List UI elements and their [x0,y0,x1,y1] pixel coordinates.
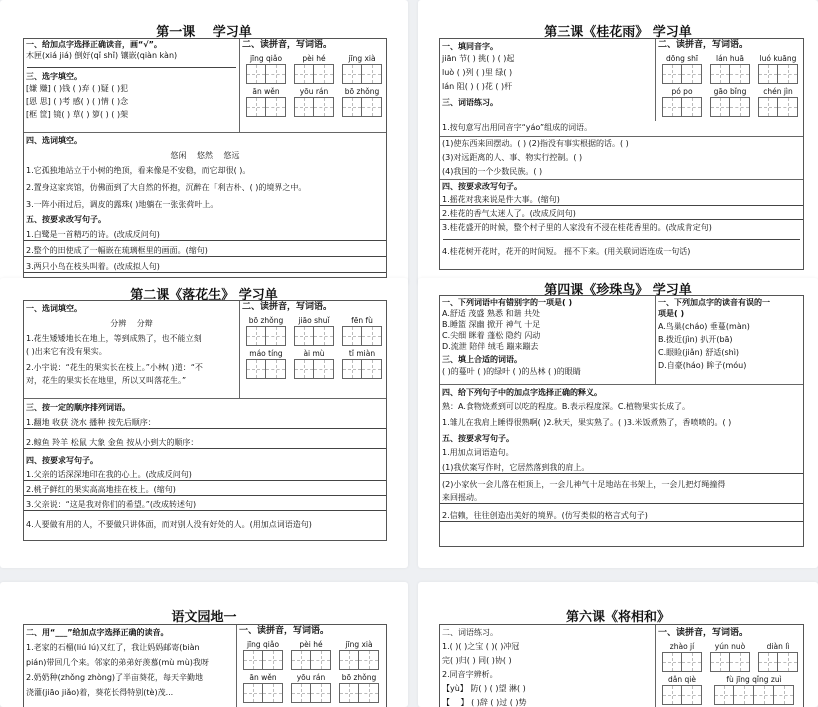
lesson1-q5-line: 1.白鹭是一首精巧的诗。(改成反问句) [24,229,386,241]
writing-box[interactable] [359,683,379,703]
garden-title: 语文园地一 [171,610,237,625]
lesson1-q4-words: 悠闲 悠然 悠远 [170,151,240,160]
writing-box[interactable] [774,685,794,705]
pinyin-text: máo tíng [249,349,283,358]
writing-box[interactable] [662,652,682,672]
pinyin-text: pèi hé [299,640,323,649]
pinyin-text: fù jīng qǐng zuì [726,675,782,684]
answer-line [27,61,236,68]
pinyin-text: diàn lì [766,642,790,651]
pinyin-item [290,54,338,84]
pinyin-text: tǐ miàn [348,349,376,358]
pinyin-text: jīng qiǎo [246,640,280,649]
lesson4-title: 第四课《珍珠鸟》 学习单 [544,283,692,298]
lesson2-top-left [24,301,239,398]
lesson1-q4-line: 3.一阵小雨过后，调皮的露珠( )地躺在一张张荷叶上。 [26,200,219,209]
writing-box[interactable] [342,326,362,346]
lesson6-q2-line: 1.( )( )之宝 ( )( )冲冠 [442,642,520,651]
lesson1-q4-title: 四、选词填空。 [26,136,82,145]
pinyin-item [706,642,754,672]
lesson2-q1-line: 1.花生矮矮地长在地上，等到成熟了，也不能立刻 [26,334,202,343]
writing-box[interactable] [778,652,798,672]
lesson6-q2-line: 【yù】 防( ) ( )望 淋( ) [442,684,526,693]
garden-right [236,625,386,707]
lesson1-q1-line: 木匣(xiá jiá) 倒好(qǐ shǐ) 镶嵌(qiàn kàn) [26,51,178,60]
writing-box[interactable] [734,685,754,705]
pinyin-item [287,673,335,703]
lesson4-q5-line: 1.用加点词语造句。 [442,448,514,457]
lesson1-q5-line: 2.整个的田使成了一幅嵌在琉璃框里的画面。(缩句) [24,245,386,257]
lesson1-top-right [239,39,386,132]
lesson2-q1-line: 对，花生的果实长在地里，所以又叫落花生。” [26,376,187,385]
writing-box[interactable] [778,64,798,84]
writing-box[interactable] [243,683,263,703]
lesson1-title: 第一课 学习单 [156,25,252,40]
lesson1-q2-title: 二、读拼音，写词语。 [242,40,333,50]
pinyin-item [242,316,290,346]
pinyin-text: jīng xià [348,54,376,63]
writing-box[interactable] [263,650,283,670]
lesson3-q4-line: 3.桂花盛开的时候，整个村子里的人家没有不浸在桂花香里的。(改成肯定句) [442,223,712,232]
pinyin-text: ān wěn [252,87,280,96]
lesson2-q1-words: 分辨 分辩 [110,319,153,328]
lesson1-q4-line: 1.它孤独地站立于小树的绝顶，看来像是不安稳，而它却很( )。 [26,166,251,175]
lesson6-frame [439,624,804,707]
lesson4-q3-line: ( )的蔓叶 ( )的绿叶 ( )的丛林 ( )的眼睛 [442,367,581,376]
pinyin-text: bō zhǒng [341,673,377,682]
writing-box[interactable] [662,97,682,117]
pinyin-grid [240,52,386,120]
writing-box[interactable] [246,359,266,379]
pinyin-text: yōu rán [299,87,329,96]
lesson4-q1r-line: A.鸟巢(cháo) 垂蔓(màn) [658,322,750,331]
lesson2-q1-line: ( )出来它有没有果实。 [26,347,107,356]
pinyin-item [242,349,290,379]
writing-box[interactable] [291,650,311,670]
writing-box[interactable] [339,650,359,670]
pinyin-text: luó kuāng [759,54,797,63]
writing-box[interactable] [342,97,362,117]
pinyin-item [335,673,383,703]
pinyin-item [287,640,335,670]
pinyin-text: yún nuò [714,642,746,651]
pinyin-item [706,54,754,84]
pinyin-grid [240,314,386,382]
lesson3-top-right [655,39,803,121]
lesson4-top-left [440,296,655,384]
lesson4-q3-title: 三、填上合适的词语。 [442,355,522,364]
pinyin-item [290,316,338,346]
pinyin-item [754,642,802,672]
lesson3-bottom [440,121,803,269]
pinyin-item [658,87,706,117]
pinyin-text: gāo bǐng [713,87,747,96]
worksheet-page-lesson6 [418,582,818,707]
writing-box[interactable] [714,685,734,705]
lesson2-q4-line: 2.桃子鲜红的果实高高地挂在枝上。(缩句) [24,484,386,496]
pinyin-text: jiāo shuǐ [298,316,330,325]
lesson3-q1-line: luò ( )列 ( )里 绿( ) [442,68,513,77]
writing-box[interactable] [291,683,311,703]
lesson4-q4-title: 四、给下列句子中的加点字选择正确的释义。 [442,388,602,397]
writing-box[interactable] [754,685,774,705]
writing-box[interactable] [342,64,362,84]
lesson2-q3-line: 2.鲸鱼 羚羊 松鼠 大象 金鱼 按从小到大的顺序： [24,437,386,449]
writing-box[interactable] [246,97,266,117]
pinyin-text: lán huā [716,54,744,63]
lesson3-q3-line: (3)对远距离的人、事、物实行控制。( ) [442,153,583,162]
lesson4-q1-line: B.睡篮 深幽 掀开 神气 十足 [442,320,541,329]
writing-box[interactable] [294,359,314,379]
pinyin-grid [656,640,803,707]
lesson4-q1-title: 一、下列词语中有错别字的一项是( ) [442,298,573,307]
lesson1-top-left [24,39,239,132]
lesson3-q4-line: 1.摇花对我来说是件大事。(缩句) [440,194,803,206]
lesson6-title: 第六课《将相和》 [565,610,670,625]
lesson4-q1-line: D.流泄 陪伴 绒毛 蹦来蹦去 [442,342,539,351]
lesson6-q2-line: 完( )归( ) 同( )协( ) [442,656,512,665]
worksheet-page-lesson2 [0,278,408,568]
pinyin-text: jīng qiǎo [249,54,283,63]
writing-box[interactable] [266,359,286,379]
pinyin-text: zhào jí [669,642,695,651]
lesson3-q3-line: 1.按句意写出用同音字“yáo”组成的词语。 [442,123,593,132]
pinyin-text: dǎn qiè [668,675,696,684]
lesson4-q5-line: (2)小家伙一会儿落在柜顶上，一会儿神气十足地站在书架上，一会儿把灯绳撞得 [442,480,726,489]
lesson3-q3-title: 三、词语练习。 [442,98,498,107]
writing-box[interactable] [682,64,702,84]
writing-box[interactable] [246,326,266,346]
lesson3-q1-line: jiān 节( ) 挑( ) ( )起 [442,54,515,63]
writing-box[interactable] [294,64,314,84]
lesson2-q1-title: 一、选词填空。 [26,304,82,313]
lesson1-frame [23,38,387,278]
writing-box[interactable] [359,650,379,670]
lesson2-q4-title: 四、按要求写句子。 [26,456,98,465]
pinyin-item [754,54,802,84]
writing-box[interactable] [730,97,750,117]
pinyin-item [338,349,386,379]
writing-box[interactable] [730,64,750,84]
lesson2-q4-line: 1.父亲的话深深地印在我的心上。(改成反问句) [24,469,386,481]
pinyin-text: ān wěn [249,673,277,682]
lesson1-q5-line: 3.两只小鸟在枝头叫着。(改成拟人句) [24,261,386,273]
lesson4-q4-line: 熟：A.食物烧煮到可以吃的程度。B.表示程度深。C.植物果实长成了。 [442,402,691,411]
writing-box[interactable] [243,650,263,670]
garden-q2-line: 1.老家的石榴(liú lú)又红了，我让妈妈邮寄(biàn [26,643,200,652]
writing-box[interactable] [778,97,798,117]
pinyin-item [658,54,706,84]
writing-box[interactable] [662,64,682,84]
pinyin-text: chén jìn [763,87,793,96]
pinyin-text: yōu rán [296,673,326,682]
lesson3-q2-title: 二、读拼音，写词语。 [658,40,749,50]
lesson3-top-left [440,39,655,121]
pinyin-text: bō zhǒng [248,316,284,325]
pinyin-text: pèi hé [302,54,326,63]
lesson4-q5-title: 五、按要求写句子。 [442,434,514,443]
lesson3-frame [439,38,804,270]
pinyin-item [338,87,386,117]
writing-box[interactable] [362,64,382,84]
pinyin-item [335,640,383,670]
writing-box[interactable] [758,64,778,84]
pinyin-item [338,54,386,84]
lesson2-q4-last: 4.人要做有用的人，不要做只讲体面，而对别人没有好处的人。(用加点词语造句) [26,520,312,529]
writing-box[interactable] [314,326,334,346]
lesson2-q4-line: 3.父亲说：“这是我对你们的希望。”(改成转述句) [24,499,386,511]
writing-box[interactable] [362,97,382,117]
pinyin-text: bō zhǒng [344,87,380,96]
lesson1-q3-line: [嫌 赚] ( )钱 ( )弃 ( )疑 ( )犯 [26,84,129,93]
pinyin-text: pó po [671,87,693,96]
lesson6-q2-line: 【 】 ( )辞 ( )过 ( )势 [442,698,527,707]
pinyin-item [754,87,802,117]
pinyin-text: jīng xià [345,640,373,649]
garden-q2-line: 浇灌(jiāo jiǎo)着，葵花长得特别(tè)茂... [26,688,174,697]
writing-box[interactable] [662,685,682,705]
lesson2-q3-title: 三、按一定的顺序排列词语。 [26,403,130,412]
lesson4-bottom [440,384,803,546]
writing-box[interactable] [710,652,730,672]
writing-box[interactable] [314,64,334,84]
lesson4-top-right [655,296,803,384]
writing-box[interactable] [710,97,730,117]
writing-box[interactable] [294,97,314,117]
writing-box[interactable] [314,359,334,379]
writing-box[interactable] [758,97,778,117]
lesson3-q4-title: 四、按要求改写句子。 [440,179,803,192]
pinyin-item [338,316,386,346]
lesson4-q1-line: C.尖细 眯着 蓬松 隐约 闪动 [442,331,541,340]
lesson1-q3-line: [恩 思] ( )考 感( ) ( )情 ( )念 [26,97,129,106]
lesson2-title: 第二课《落花生》 学习单 [130,288,278,303]
lesson4-frame [439,295,804,547]
lesson2-q3-line: 1.翻地 收获 浇水 播种 按先后顺序： [24,417,386,429]
writing-box[interactable] [682,652,702,672]
pinyin-grid [237,638,386,706]
garden-q2-line: 2.奶奶种(zhǒng zhòng)了半亩葵花，每天辛勤地 [26,673,204,682]
lesson4-q1r-line: C.眼睑(jiǎn) 舒适(shì) [658,348,740,357]
pinyin-text: dōng shī [666,54,698,63]
pinyin-item [706,675,802,705]
garden-q1-title: 一、读拼音，写词语。 [239,626,330,636]
lesson3-q1-title: 一、填同音字。 [442,42,498,51]
writing-box[interactable] [314,97,334,117]
pinyin-item [290,349,338,379]
lesson6-right [655,625,803,707]
writing-box[interactable] [758,652,778,672]
pinyin-item [658,642,706,672]
lesson4-q1r-line: B.拨近(jìn) 扒开(bā) [658,335,733,344]
writing-box[interactable] [311,650,331,670]
garden-frame [23,624,387,707]
writing-box[interactable] [263,683,283,703]
pinyin-item [239,673,287,703]
lesson3-title: 第三课《桂花雨》 学习单 [544,25,692,40]
lesson4-q5-line: 来回摇动。 [440,492,803,504]
writing-box[interactable] [682,97,702,117]
pinyin-text: ài mù [303,349,325,358]
pinyin-grid [656,52,803,120]
worksheet-page-lesson3 [418,0,818,285]
lesson2-frame [23,300,387,541]
pinyin-item [242,87,290,117]
pinyin-text: fēn fù [351,316,373,325]
lesson2-bottom [24,398,386,540]
pinyin-item [290,87,338,117]
writing-box[interactable] [730,652,750,672]
lesson2-q2-title: 二、读拼音，写词语。 [242,302,333,312]
lesson3-q3-line: (1)使东西来回摆动。( ) (2)指没有事实根据的话。( ) [440,136,803,149]
worksheet-page-garden [0,582,408,707]
writing-box[interactable] [311,683,331,703]
writing-box[interactable] [246,64,266,84]
lesson6-q2-title: 二、词语练习。 [442,628,498,637]
lesson1-q4-line: 2.置身这家宾馆，仿佛面到了大自然的怀抱，沉醉在「利吉朴、( )的境界之中。 [26,183,307,192]
lesson1-q3-line: [框 筐] 镜( ) 草( ) 箩( ) ( )架 [26,110,129,119]
lesson6-left [440,625,655,707]
worksheet-page-lesson1 [0,0,408,285]
lesson2-q1-line: 2.小宇说：“花生的果实长在枝上。”小林( )道：“不 [26,363,203,372]
lesson6-q1-title: 一、读拼音，写词语。 [658,628,749,638]
worksheet-page-lesson4 [418,278,818,568]
lesson4-q5-line: 2.信赖，往往创造出美好的境界。(仿写类似的格言式句子) [440,510,803,522]
lesson1-q3-title: 三、选字填空。 [26,72,82,81]
lesson4-q1r-title: 一、下列加点字的读音有误的一 [658,298,770,307]
lesson6-q2-line: 2.同音字辨析。 [442,670,498,679]
writing-box[interactable] [266,64,286,84]
lesson4-q1r-title2: 项是( ) [658,309,685,318]
lesson1-q5-title: 五、按要求改写句子。 [26,215,106,224]
writing-box[interactable] [682,685,702,705]
lesson1-bottom [24,132,386,277]
lesson3-q4-line: 2.桂花的香气太迷人了。(改成反问句) [440,208,803,220]
garden-left [24,625,236,707]
pinyin-item [658,675,706,705]
pinyin-item [242,54,290,84]
pinyin-item [706,87,754,117]
garden-q2-line: pián)带回几个来。邻家的弟弟好羡慕(mù mù)我呀 [26,658,209,667]
lesson3-q3-line: (4)我国的一个少数民族。( ) [442,167,543,176]
lesson4-q1r-line: D.自豪(háo) 眸子(móu) [658,361,747,370]
writing-box[interactable] [294,326,314,346]
writing-box[interactable] [339,683,359,703]
writing-box[interactable] [342,359,362,379]
writing-box[interactable] [710,64,730,84]
answer-line [443,233,800,240]
writing-box[interactable] [266,97,286,117]
writing-box[interactable] [362,359,382,379]
lesson4-q4-line: 1.雏儿在我肩上睡得很熟啊( )2.秋天，果实熟了。( )3.米饭煮熟了，香喷喷的。( ) [442,418,732,427]
lesson4-q5-line: (1)我伏案写作时，它居然落到我的肩上。 [440,462,803,474]
lesson2-top-right [239,301,386,398]
lesson4-q1-line: A.舒适 茂盛 熟悉 和谐 共处 [442,309,541,318]
writing-box[interactable] [266,326,286,346]
lesson1-q1-title: 一、给加点字选择正确读音，画“√”。 [26,40,162,49]
garden-q2-title: 二、用“___”给加点字选择正确的读音。 [26,628,169,637]
pinyin-item [239,640,287,670]
lesson3-q1-line: lán 阻( ) ( )花 ( )杆 [442,82,513,91]
writing-box[interactable] [362,326,382,346]
lesson3-q4-last: 4.桂花树开花时，花开的时间短。 摇不下来。(用关联词语连成一句话) [442,247,691,256]
